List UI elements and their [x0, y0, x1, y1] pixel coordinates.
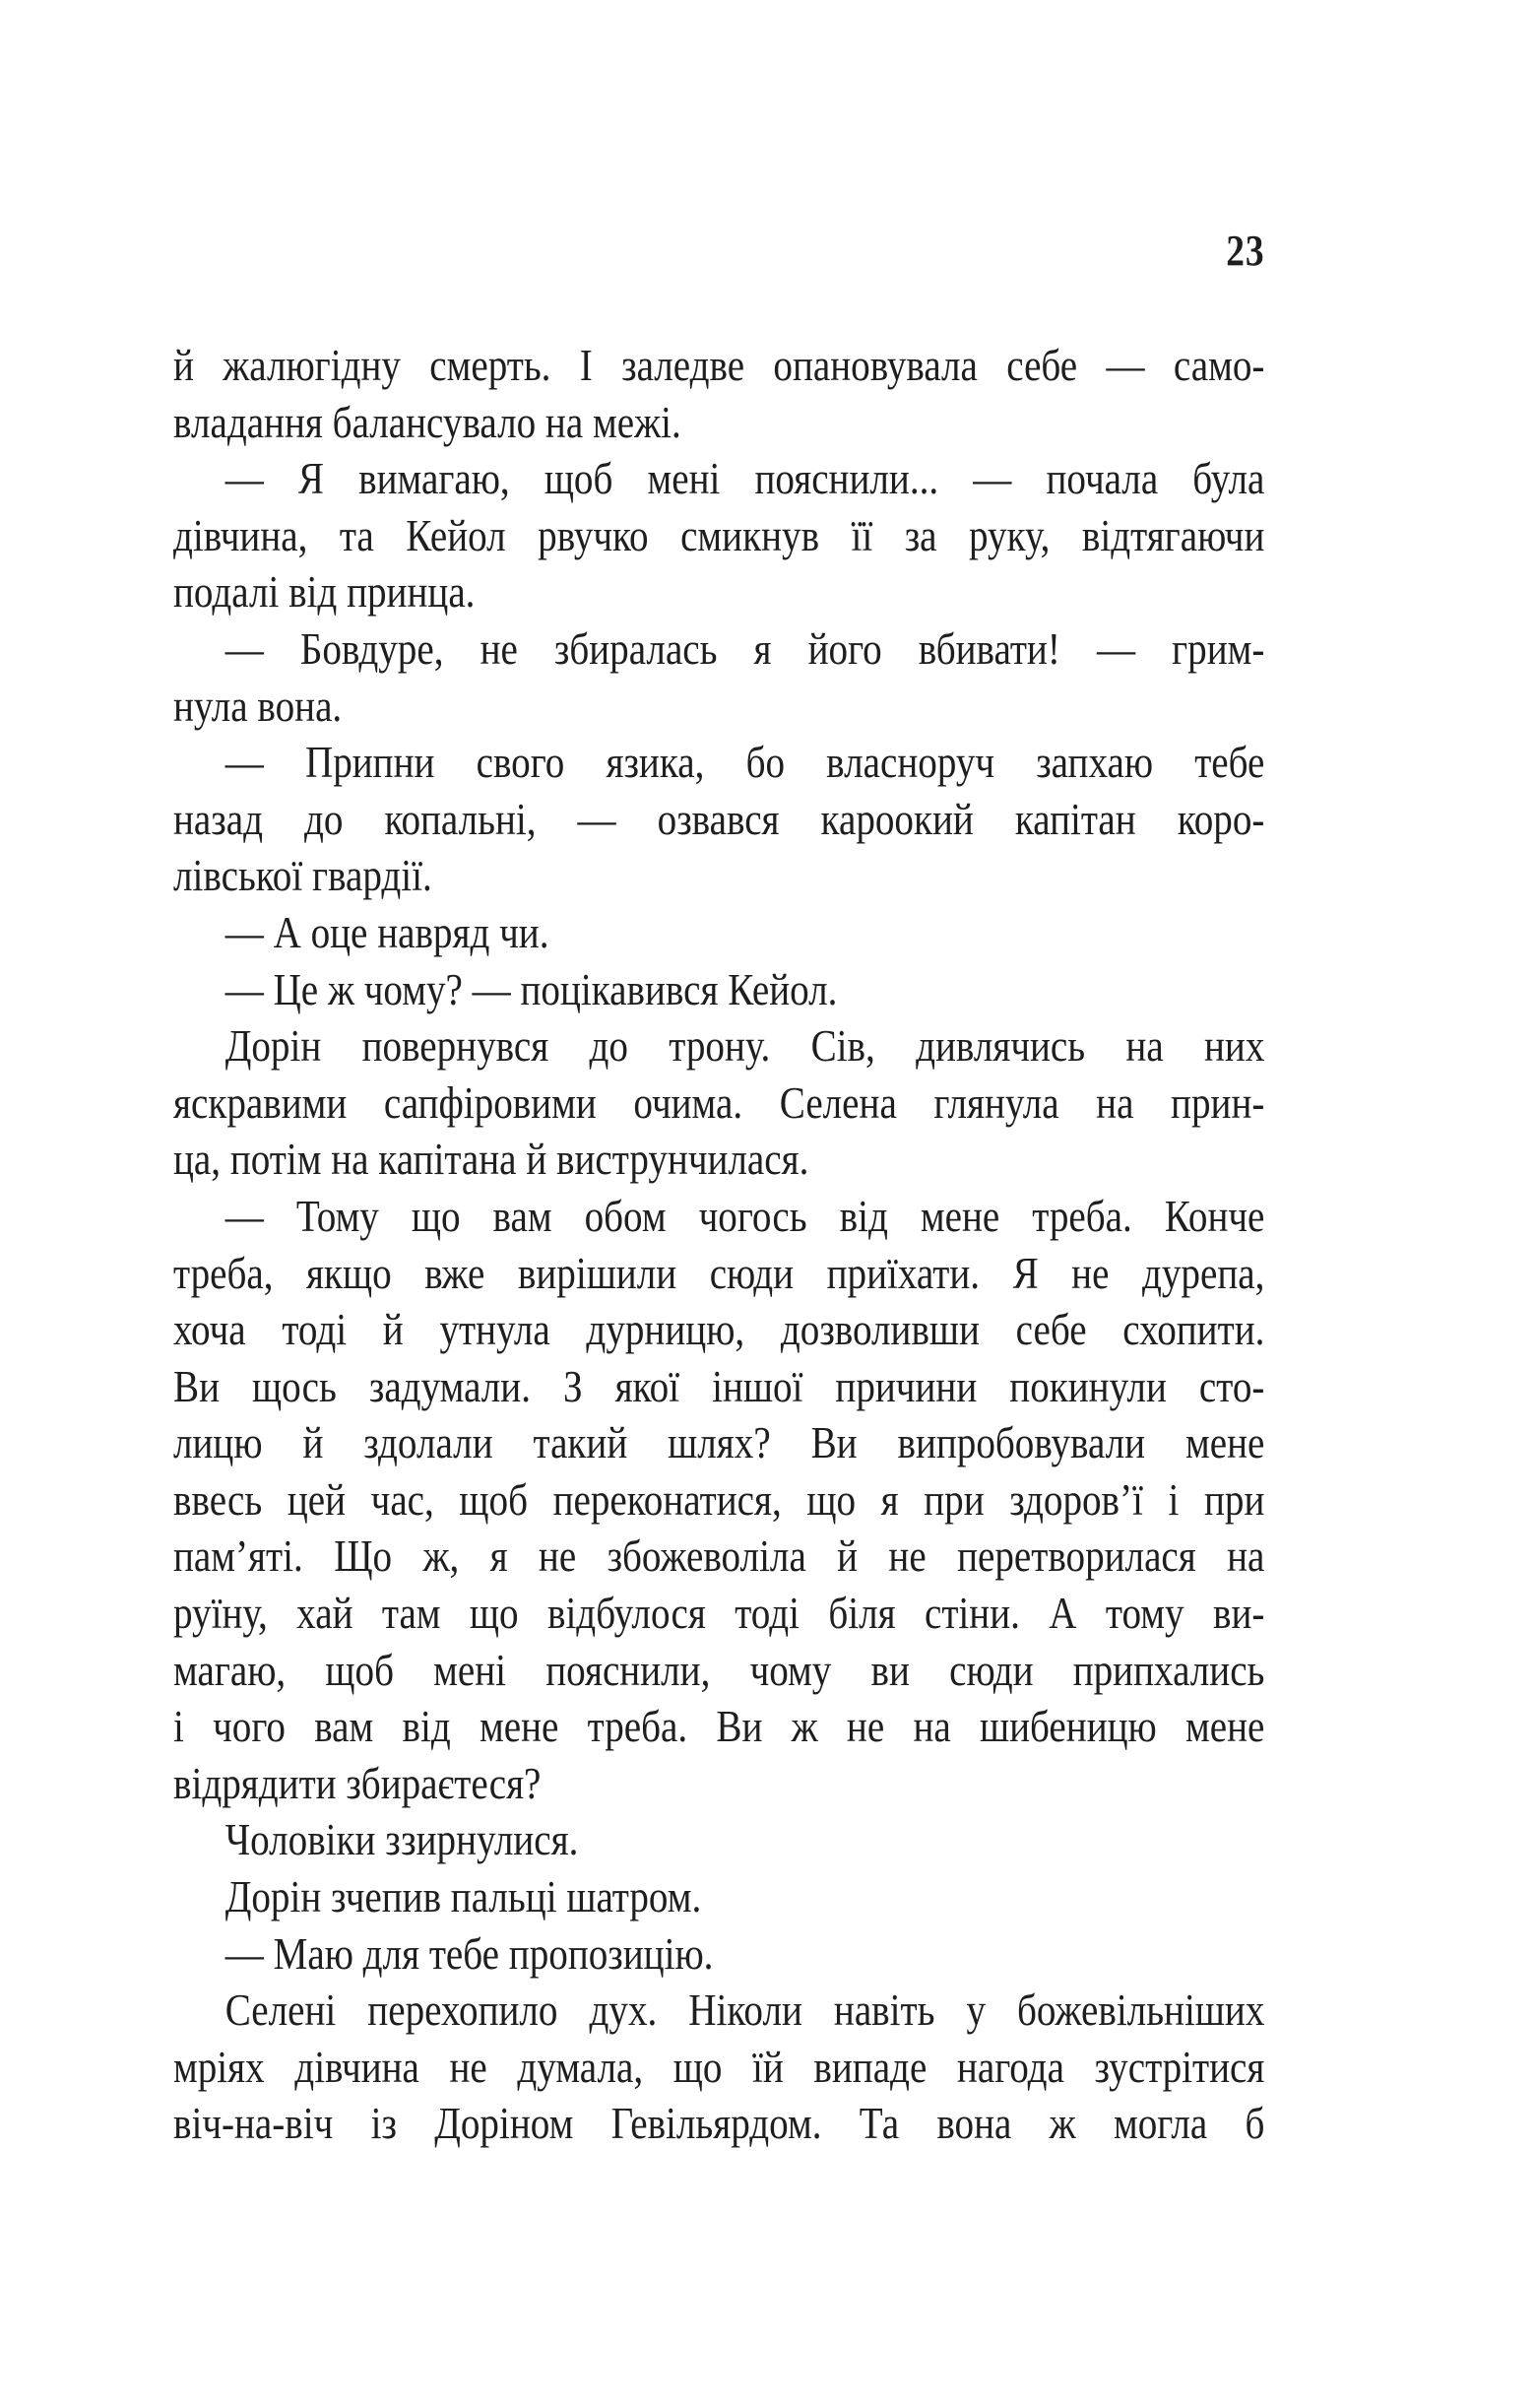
text-line: хоча тоді й утнула дурницю, дозволивши себе схопити.	[173, 1304, 1265, 1355]
text-line: мріях дівчина не думала, що їй випаде нагода зустрітися	[173, 2041, 1265, 2092]
text-line: лівської гвардії.	[173, 850, 432, 901]
text-line: владання балансувало на межі.	[173, 396, 681, 447]
paragraph	[173, 1017, 1264, 1188]
paragraph	[173, 904, 1264, 961]
text-line: подалі від принца.	[173, 566, 476, 618]
text-line: дівчина, та Кейол рвучко смикнув її за руку, відтягаючи	[173, 509, 1265, 560]
text-line: — Я вимагаю, щоб мені пояснили... — почала була	[224, 453, 1265, 504]
text-line: — Тому що вам обом чогось від мене треба. Конче	[224, 1190, 1265, 1241]
text-line: віч-на-віч із Доріном Гевільярдом. Та вона ж могла б	[173, 2098, 1265, 2149]
text-line: яскравими сапфіровими очима. Селена глянула на прин-	[173, 1076, 1265, 1128]
paragraph	[173, 1868, 1264, 1925]
text-line: руїну, хай там що відбулося тоді біля стіни. А тому ви-	[173, 1588, 1265, 1639]
text-line: — Маю для тебе пропозицію.	[224, 1927, 714, 1979]
text-line: ввесь цей час, щоб переконатися, що я при здоров’ї і при	[173, 1473, 1265, 1525]
paragraph	[173, 1188, 1264, 1812]
text-line: Ви щось задумали. З якої іншої причини покинули сто-	[173, 1360, 1265, 1411]
text-line: пам’яті. Що ж, я не збожеволіла й не перетворилася на	[173, 1530, 1265, 1582]
text-line: і чого вам від мене треба. Ви ж не на шибеницю мене	[173, 1701, 1265, 1752]
text-line: назад до копальні, — озвався кароокий капітан коро-	[173, 793, 1265, 844]
text-line: Дорін зчепив пальці шатром.	[224, 1871, 702, 1922]
text-line: треба, якщо вже вирішили сюди приїхати. Я не дурепа,	[173, 1247, 1265, 1298]
text-line: лицю й здолали такий шлях? Ви випробовували мене	[173, 1417, 1265, 1468]
text-line: Чоловіки ззирнулися.	[224, 1814, 579, 1865]
paragraph	[173, 337, 1264, 450]
text-line: — А оце навряд чи.	[224, 906, 549, 957]
page-number-value: 23	[1226, 227, 1265, 275]
text-line: нула вона.	[173, 680, 343, 731]
paragraph	[173, 961, 1264, 1018]
text-line: — Це ж чому? — поцікавився Кейол.	[224, 963, 838, 1014]
paragraph	[173, 1811, 1264, 1868]
text-line: Дорін повернувся до трону. Сів, дивлячись на них	[224, 1020, 1265, 1072]
text-line: відрядити збираєтеся?	[173, 1757, 542, 1808]
paragraph	[173, 1982, 1264, 2152]
paragraph	[173, 620, 1264, 734]
text-line: Селені перехопило дух. Ніколи навіть у божевільніших	[224, 1985, 1265, 2036]
text-line: ца, потім на капітана й виструнчилася.	[173, 1134, 809, 1185]
paragraph	[173, 734, 1264, 904]
page-text-block	[173, 337, 1264, 2152]
text-line: й жалюгідну смерть. І заледве опановувала себе — само-	[173, 340, 1265, 390]
text-line: — Припни свого язика, бо власноруч запхаю тебе	[224, 737, 1265, 788]
paragraph	[173, 1925, 1264, 1983]
paragraph	[173, 450, 1264, 620]
text-line: — Бовдуре, не збиралась я його вбивати! — грим-	[224, 622, 1265, 674]
text-line: магаю, щоб мені пояснили, чому ви сюди припхались	[173, 1644, 1265, 1695]
page-number	[173, 227, 1264, 276]
